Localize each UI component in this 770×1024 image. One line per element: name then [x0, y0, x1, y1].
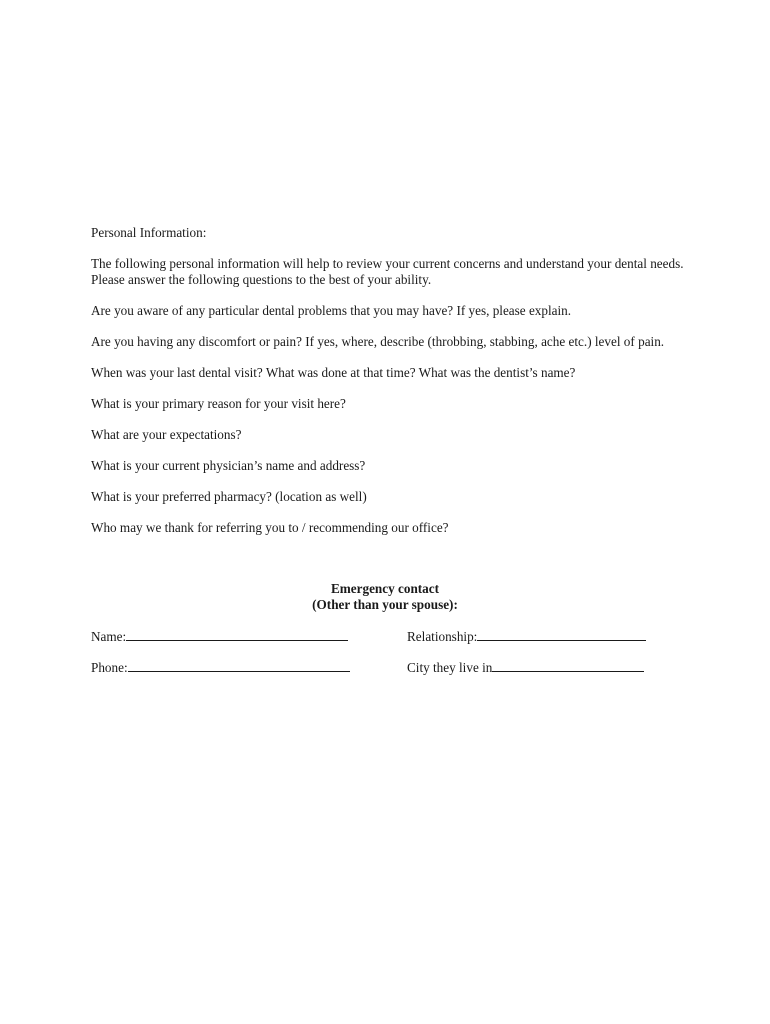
question-pharmacy: What is your preferred pharmacy? (location as well): [91, 488, 367, 504]
question-discomfort-pain: Are you having any discomfort or pain? If yes, where, describe (throbbing, stabbing, ache etc.) level of pain.: [91, 333, 665, 349]
city-label: City they live in: [407, 659, 493, 675]
question-last-dental-visit: When was your last dental visit? What was done at that time? What was the dentist’s name?: [91, 364, 576, 380]
city-blank-line[interactable]: [492, 659, 644, 672]
section-heading: Personal Information:: [91, 225, 207, 240]
dental-intake-form: [91, 225, 691, 674]
city-field[interactable]: [407, 659, 644, 676]
relationship-label: Relationship:: [407, 628, 478, 644]
name-label: Name:: [91, 628, 127, 644]
phone-field[interactable]: [91, 659, 350, 676]
name-field[interactable]: [91, 628, 348, 645]
emergency-row-1: [91, 628, 691, 644]
phone-blank-line[interactable]: [128, 659, 350, 672]
intro-paragraph: The following personal information will help to review your current concerns and understand your dental needs. Please answer the following questions to the best of your ability.: [91, 256, 684, 287]
name-blank-line[interactable]: [126, 628, 348, 641]
emergency-title-line1: Emergency contact: [330, 581, 440, 596]
question-physician: What is your current physician’s name and address?: [91, 457, 366, 473]
question-dental-problems: Are you aware of any particular dental problems that you may have? If yes, please explain.: [91, 302, 572, 318]
question-referral: Who may we thank for referring you to / recommending our office?: [91, 519, 449, 535]
relationship-blank-line[interactable]: [477, 628, 646, 641]
relationship-field[interactable]: [407, 628, 646, 645]
question-primary-reason: What is your primary reason for your visit here?: [91, 395, 346, 411]
emergency-row-2: [91, 659, 691, 675]
phone-label: Phone:: [91, 659, 128, 675]
emergency-contact-title: [91, 581, 679, 612]
emergency-title-line2: (Other than your spouse):: [312, 596, 458, 612]
question-expectations: What are your expectations?: [91, 426, 242, 442]
